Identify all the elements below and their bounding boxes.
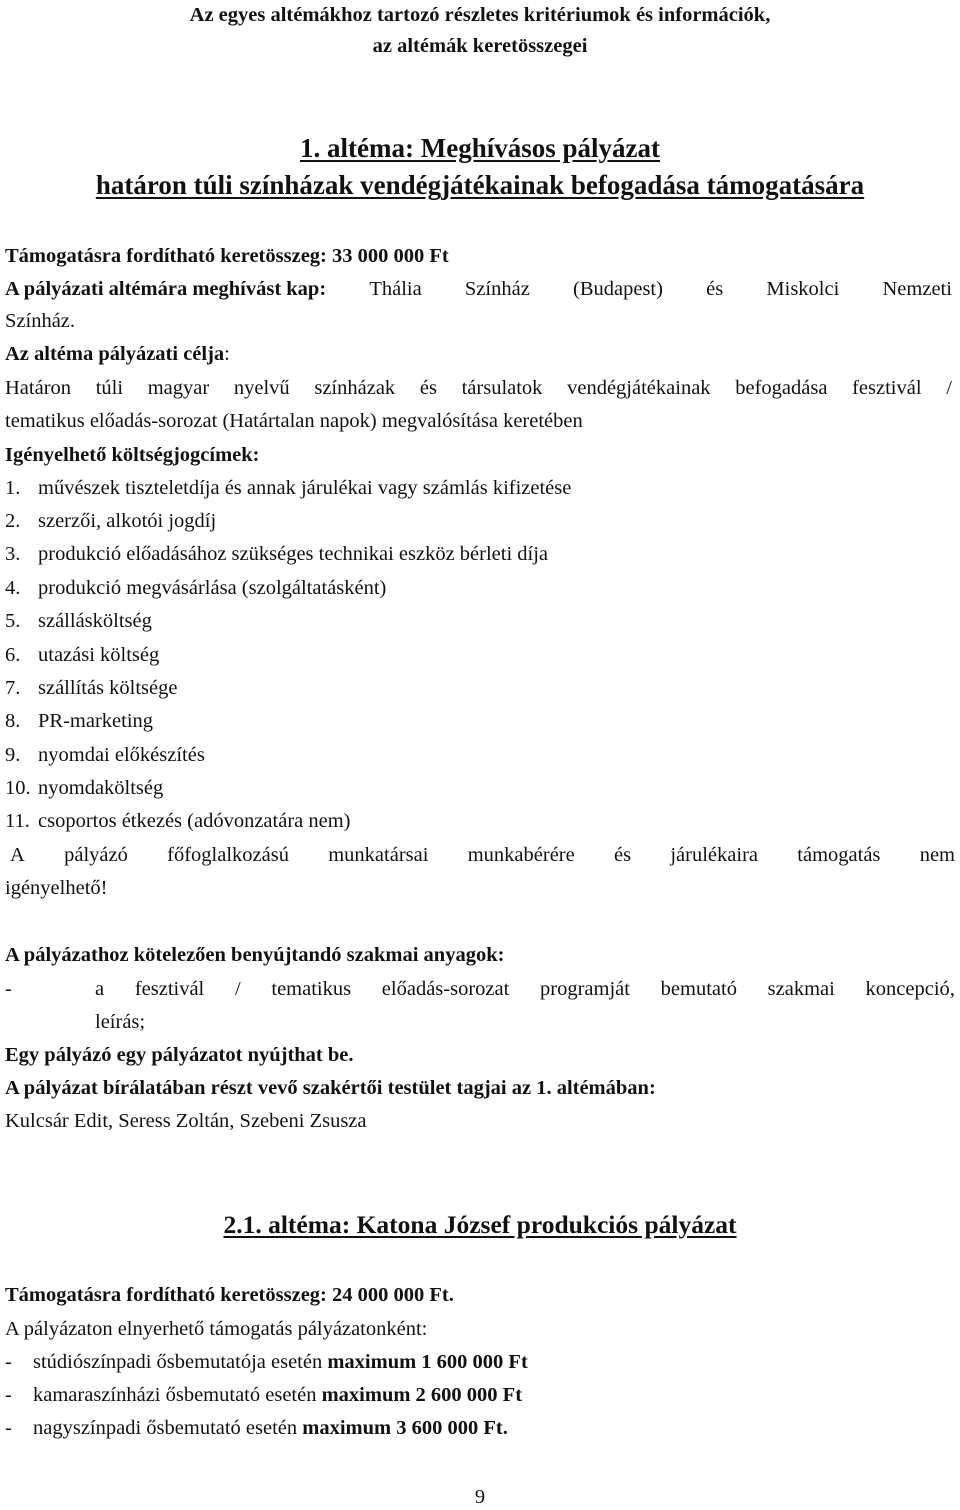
award-text: kamaraszínházi ősbemutató esetén xyxy=(33,1384,322,1406)
aim-word: befogadása xyxy=(735,377,828,399)
costs-label: Igényelhető költségjogcímek: xyxy=(5,444,260,466)
invite-word: (Budapest) xyxy=(573,278,663,300)
section2-title: 2.1. altéma: Katona József produkciós pályázat xyxy=(223,1210,737,1239)
materials-word: a xyxy=(95,978,105,1000)
invite-word: Miskolci xyxy=(766,278,840,300)
aim-word: magyar xyxy=(147,377,210,399)
award-dash: - xyxy=(5,1417,12,1439)
aim-label: Az altéma pályázati célja xyxy=(5,343,225,365)
section1-title-line2: határon túli színházak vendégjátékainak befogadása támogatására xyxy=(95,170,865,200)
award-amount: maximum 2 600 000 Ft xyxy=(321,1384,523,1406)
cost-item xyxy=(5,775,163,801)
cost-number: 11. xyxy=(5,810,30,832)
note-word: járulékaira xyxy=(670,844,758,866)
cost-item xyxy=(5,675,177,701)
cost-text: produkció előadásához szükséges technikai eszköz bérleti díja xyxy=(38,543,549,565)
cost-text: nyomdai előkészítés xyxy=(38,744,205,766)
aim-word: túli xyxy=(95,377,124,399)
aim-line2: tematikus előadás-sorozat (Határtalan napok) megvalósítása keretében xyxy=(5,410,583,432)
award-amount: maximum 3 600 000 Ft. xyxy=(302,1417,508,1439)
aim-line1 xyxy=(5,375,952,401)
cost-text: szállásköltség xyxy=(38,610,152,632)
cost-text: PR-marketing xyxy=(38,710,154,732)
note-line1 xyxy=(10,842,955,868)
note-word: főfoglalkozású xyxy=(167,844,289,866)
note-word: nem xyxy=(919,844,955,866)
materials-line1 xyxy=(95,976,955,1002)
award-item xyxy=(5,1382,522,1408)
document-header-line2: az altémák keretösszegei xyxy=(372,35,588,57)
award-text: stúdiószínpadi ősbemutatója esetén xyxy=(33,1351,328,1373)
materials-dash: - xyxy=(5,978,12,1000)
section1-budget: Támogatásra fordítható keretösszeg: 33 000 000 Ft xyxy=(5,245,449,267)
cost-item xyxy=(5,708,153,734)
cost-item xyxy=(5,575,386,601)
cost-text: szállítás költsége xyxy=(38,677,178,699)
per-application-label: A pályázaton elnyerhető támogatás pályázatonként: xyxy=(5,1318,428,1340)
award-dash: - xyxy=(5,1384,12,1406)
award-item xyxy=(5,1349,528,1375)
cost-item xyxy=(5,742,205,768)
materials-word: előadás-sorozat xyxy=(381,978,510,1000)
note-word: munkatársai xyxy=(328,844,429,866)
award-text: nagyszínpadi ősbemutató esetén xyxy=(33,1417,303,1439)
cost-number: 8. xyxy=(5,710,21,732)
cost-item xyxy=(5,541,548,567)
cost-number: 6. xyxy=(5,644,21,666)
materials-label: A pályázathoz kötelezően benyújtandó szakmai anyagok: xyxy=(5,944,505,966)
one-application-rule: Egy pályázó egy pályázatot nyújthat be. xyxy=(5,1044,354,1066)
aim-word: és xyxy=(419,377,437,399)
materials-word: / xyxy=(234,978,241,1000)
cost-number: 10. xyxy=(5,777,31,799)
cost-number: 3. xyxy=(5,543,21,565)
note-word: és xyxy=(614,844,632,866)
invite-label: A pályázati altémára meghívást kap: xyxy=(5,278,327,300)
cost-item xyxy=(5,475,571,501)
cost-text: produkció megvásárlása (szolgáltatásként) xyxy=(38,577,387,599)
cost-item xyxy=(5,642,159,668)
note-word: munkabérére xyxy=(467,844,575,866)
materials-word: tematikus xyxy=(271,978,352,1000)
cost-number: 7. xyxy=(5,677,21,699)
jury-label: A pályázat bírálatában részt vevő szakértői testület tagjai az 1. altémában: xyxy=(5,1077,656,1099)
materials-word: bemutató xyxy=(660,978,737,1000)
cost-number: 9. xyxy=(5,744,21,766)
award-amount: maximum 1 600 000 Ft xyxy=(327,1351,528,1373)
note-word: támogatás xyxy=(797,844,881,866)
invite-line2: Színház. xyxy=(5,310,76,332)
section2-budget: Támogatásra fordítható keretösszeg: 24 000 000 Ft. xyxy=(5,1284,454,1306)
cost-text: nyomdaköltség xyxy=(38,777,164,799)
page-number: 9 xyxy=(474,1486,486,1508)
document-header-line1: Az egyes altémákhoz tartozó részletes kritériumok és információk, xyxy=(189,4,771,26)
aim-word: társulatok xyxy=(461,377,543,399)
aim-word: / xyxy=(946,377,952,399)
invite-word: Nemzeti xyxy=(882,278,952,300)
cost-text: csoportos étkezés (adóvonzatára nem) xyxy=(38,810,351,832)
award-item xyxy=(5,1415,508,1441)
invite-word: Színház xyxy=(464,278,530,300)
invite-word: és xyxy=(706,278,724,300)
materials-word: programját xyxy=(540,978,630,1000)
materials-word: fesztivál xyxy=(134,978,205,1000)
note-word: A xyxy=(10,844,25,866)
invite-line1 xyxy=(5,276,952,302)
invite-word: Thália xyxy=(369,278,422,300)
cost-number: 4. xyxy=(5,577,21,599)
cost-item xyxy=(5,608,152,634)
materials-line2: leírás; xyxy=(95,1011,146,1033)
aim-word: fesztivál xyxy=(852,377,922,399)
cost-text: szerzői, alkotói jogdíj xyxy=(38,510,217,532)
cost-text: utazási költség xyxy=(38,644,160,666)
aim-word: színházak xyxy=(314,377,396,399)
cost-number: 1. xyxy=(5,477,21,499)
cost-item xyxy=(5,808,351,834)
materials-word: koncepció, xyxy=(865,978,955,1000)
award-dash: - xyxy=(5,1351,12,1373)
note-line2: igényelhető! xyxy=(5,877,108,899)
note-word: pályázó xyxy=(64,844,128,866)
section1-title-line1: 1. altéma: Meghívásos pályázat xyxy=(300,133,660,163)
cost-number: 5. xyxy=(5,610,21,632)
aim-word: Határon xyxy=(5,377,72,399)
cost-number: 2. xyxy=(5,510,21,532)
aim-word: vendégjátékainak xyxy=(567,377,711,399)
aim-heading xyxy=(5,341,230,367)
cost-text: művészek tiszteletdíja és annak járulékai vagy számlás kifizetése xyxy=(38,477,572,499)
aim-colon: : xyxy=(224,343,230,365)
jury-members: Kulcsár Edit, Seress Zoltán, Szebeni Zsusza xyxy=(5,1110,367,1132)
cost-item xyxy=(5,508,216,534)
aim-word: nyelvű xyxy=(233,377,290,399)
materials-word: szakmai xyxy=(767,978,835,1000)
